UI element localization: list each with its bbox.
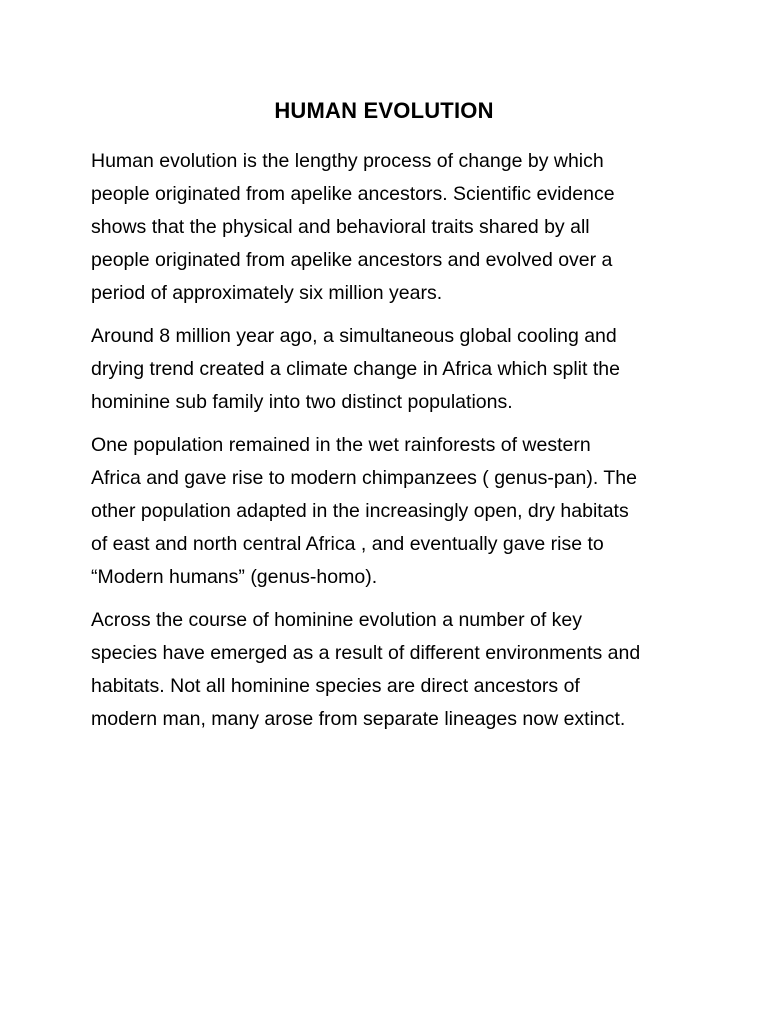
paragraph-2 (91, 320, 691, 419)
paragraph-4 (91, 604, 691, 736)
paragraph-line: people originated from apelike ancestors. Scientific evidence (91, 183, 615, 205)
paragraph-line: Around 8 million year ago, a simultaneous global cooling and (91, 325, 617, 347)
paragraph-line: habitats. Not all hominine species are direct ancestors of (91, 675, 580, 697)
paragraph-line: modern man, many arose from separate lineages now extinct. (91, 708, 626, 730)
paragraph-line: drying trend created a climate change in Africa which split the (91, 358, 620, 380)
paragraph-line: “Modern humans” (genus-homo). (91, 566, 378, 588)
paragraph-line: period of approximately six million years. (91, 282, 443, 304)
paragraph-line: shows that the physical and behavioral traits shared by all (91, 216, 590, 238)
document-title: HUMAN EVOLUTION (274, 98, 494, 123)
paragraph-line: people originated from apelike ancestors and evolved over a (91, 249, 613, 271)
paragraph-line: Africa and gave rise to modern chimpanzees ( genus-pan). The (91, 467, 637, 489)
paragraph-line: species have emerged as a result of different environments and (91, 642, 641, 664)
paragraph-line: of east and north central Africa , and eventually gave rise to (91, 533, 604, 555)
paragraph-line: hominine sub family into two distinct populations. (91, 391, 513, 413)
paragraph-line: Across the course of hominine evolution a number of key (91, 609, 583, 631)
paragraph-1 (91, 145, 691, 310)
paragraph-3 (91, 429, 691, 594)
paragraph-line: Human evolution is the lengthy process of change by which (91, 150, 604, 172)
paragraph-line: other population adapted in the increasingly open, dry habitats (91, 500, 629, 522)
paragraph-line: One population remained in the wet rainforests of western (91, 434, 591, 456)
document-body (91, 145, 691, 746)
